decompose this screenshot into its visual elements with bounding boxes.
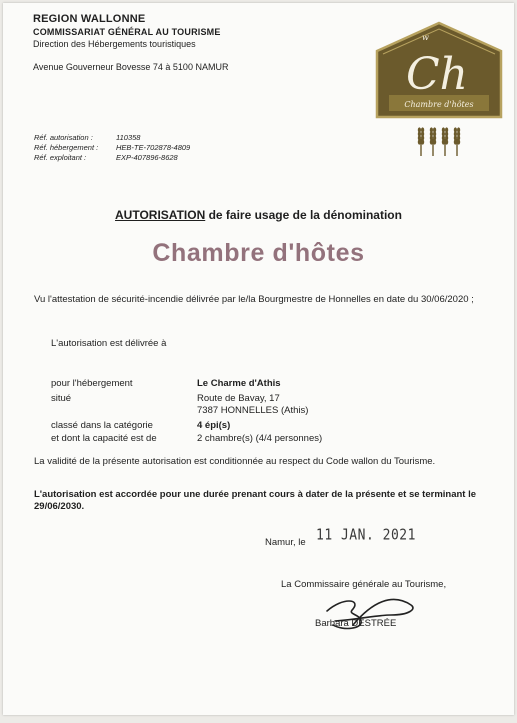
detail-label: classé dans la catégorie — [51, 420, 153, 431]
ref-label: Réf. exploitant : — [34, 153, 87, 162]
direction-line: Direction des Hébergements touristiques — [33, 39, 196, 49]
wheat-icon — [454, 127, 460, 156]
date-stamp: 11 JAN. 2021 — [316, 526, 416, 545]
ref-row — [34, 133, 190, 143]
wheat-icon — [418, 127, 424, 156]
ref-label: Réf. hébergement : — [34, 143, 99, 152]
logo-superscript: w — [422, 33, 429, 42]
signatory-title: La Commissaire générale au Tourisme, — [281, 579, 447, 590]
ref-value: 110358 — [116, 133, 141, 142]
signatory-name: Barbara DESTRÉE — [315, 618, 397, 629]
ref-row — [34, 143, 190, 153]
references-block — [34, 133, 190, 163]
commissariat-heading: COMMISSARIAT GÉNÉRAL AU TOURISME — [33, 27, 221, 37]
detail-label: et dont la capacité est de — [51, 433, 157, 444]
delivered-line: L'autorisation est délivrée à — [51, 338, 167, 349]
title-underlined: AUTORISATION — [115, 208, 206, 222]
authorization-document — [3, 3, 514, 715]
region-heading: REGION WALLONNE — [33, 13, 146, 25]
ref-value: HEB-TE-702878-4809 — [116, 143, 191, 152]
detail-value: Route de Bavay, 17 — [197, 393, 280, 404]
detail-value: 2 chambre(s) (4/4 personnes) — [197, 433, 323, 444]
logo-initials: Ch — [405, 49, 469, 100]
validity-paragraph: La validité de la présente autorisation est conditionnée au respect du Code wallon du Tourisme. — [34, 456, 436, 467]
ref-row — [34, 153, 190, 163]
place-label: Namur, le — [265, 537, 306, 548]
chambre-dhotes-logo — [375, 21, 503, 119]
detail-label: situé — [51, 393, 72, 404]
detail-value: Le Charme d'Athis — [197, 378, 281, 389]
detail-label: pour l'hébergement — [51, 378, 133, 389]
wheat-icon — [442, 127, 448, 156]
wheat-rating — [415, 127, 463, 157]
duration-paragraph: L'autorisation est accordée pour une durée prenant cours à dater de la présente et se terminant le 29/06/2030. — [34, 489, 477, 512]
attestation-paragraph: Vu l'attestation de sécurité-incendie délivrée par le/la Bourgmestre de Honnelles en date du 30/06/2020 ; — [34, 294, 474, 305]
ref-label: Réf. autorisation : — [34, 133, 93, 142]
title-rest: de faire usage de la dénomination — [205, 208, 402, 222]
ref-value: EXP-407896-8628 — [116, 153, 178, 162]
wheat-icon — [430, 127, 436, 156]
address-line: Avenue Gouverneur Bovesse 74 à 5100 NAMUR — [33, 62, 229, 72]
detail-value: 7387 HONNELLES (Athis) — [197, 405, 309, 416]
denomination-title: Chambre d'hôtes — [152, 239, 365, 267]
document-title — [3, 208, 514, 222]
detail-value: 4 épi(s) — [197, 420, 231, 431]
logo-caption: Chambre d'hôtes — [404, 100, 474, 109]
